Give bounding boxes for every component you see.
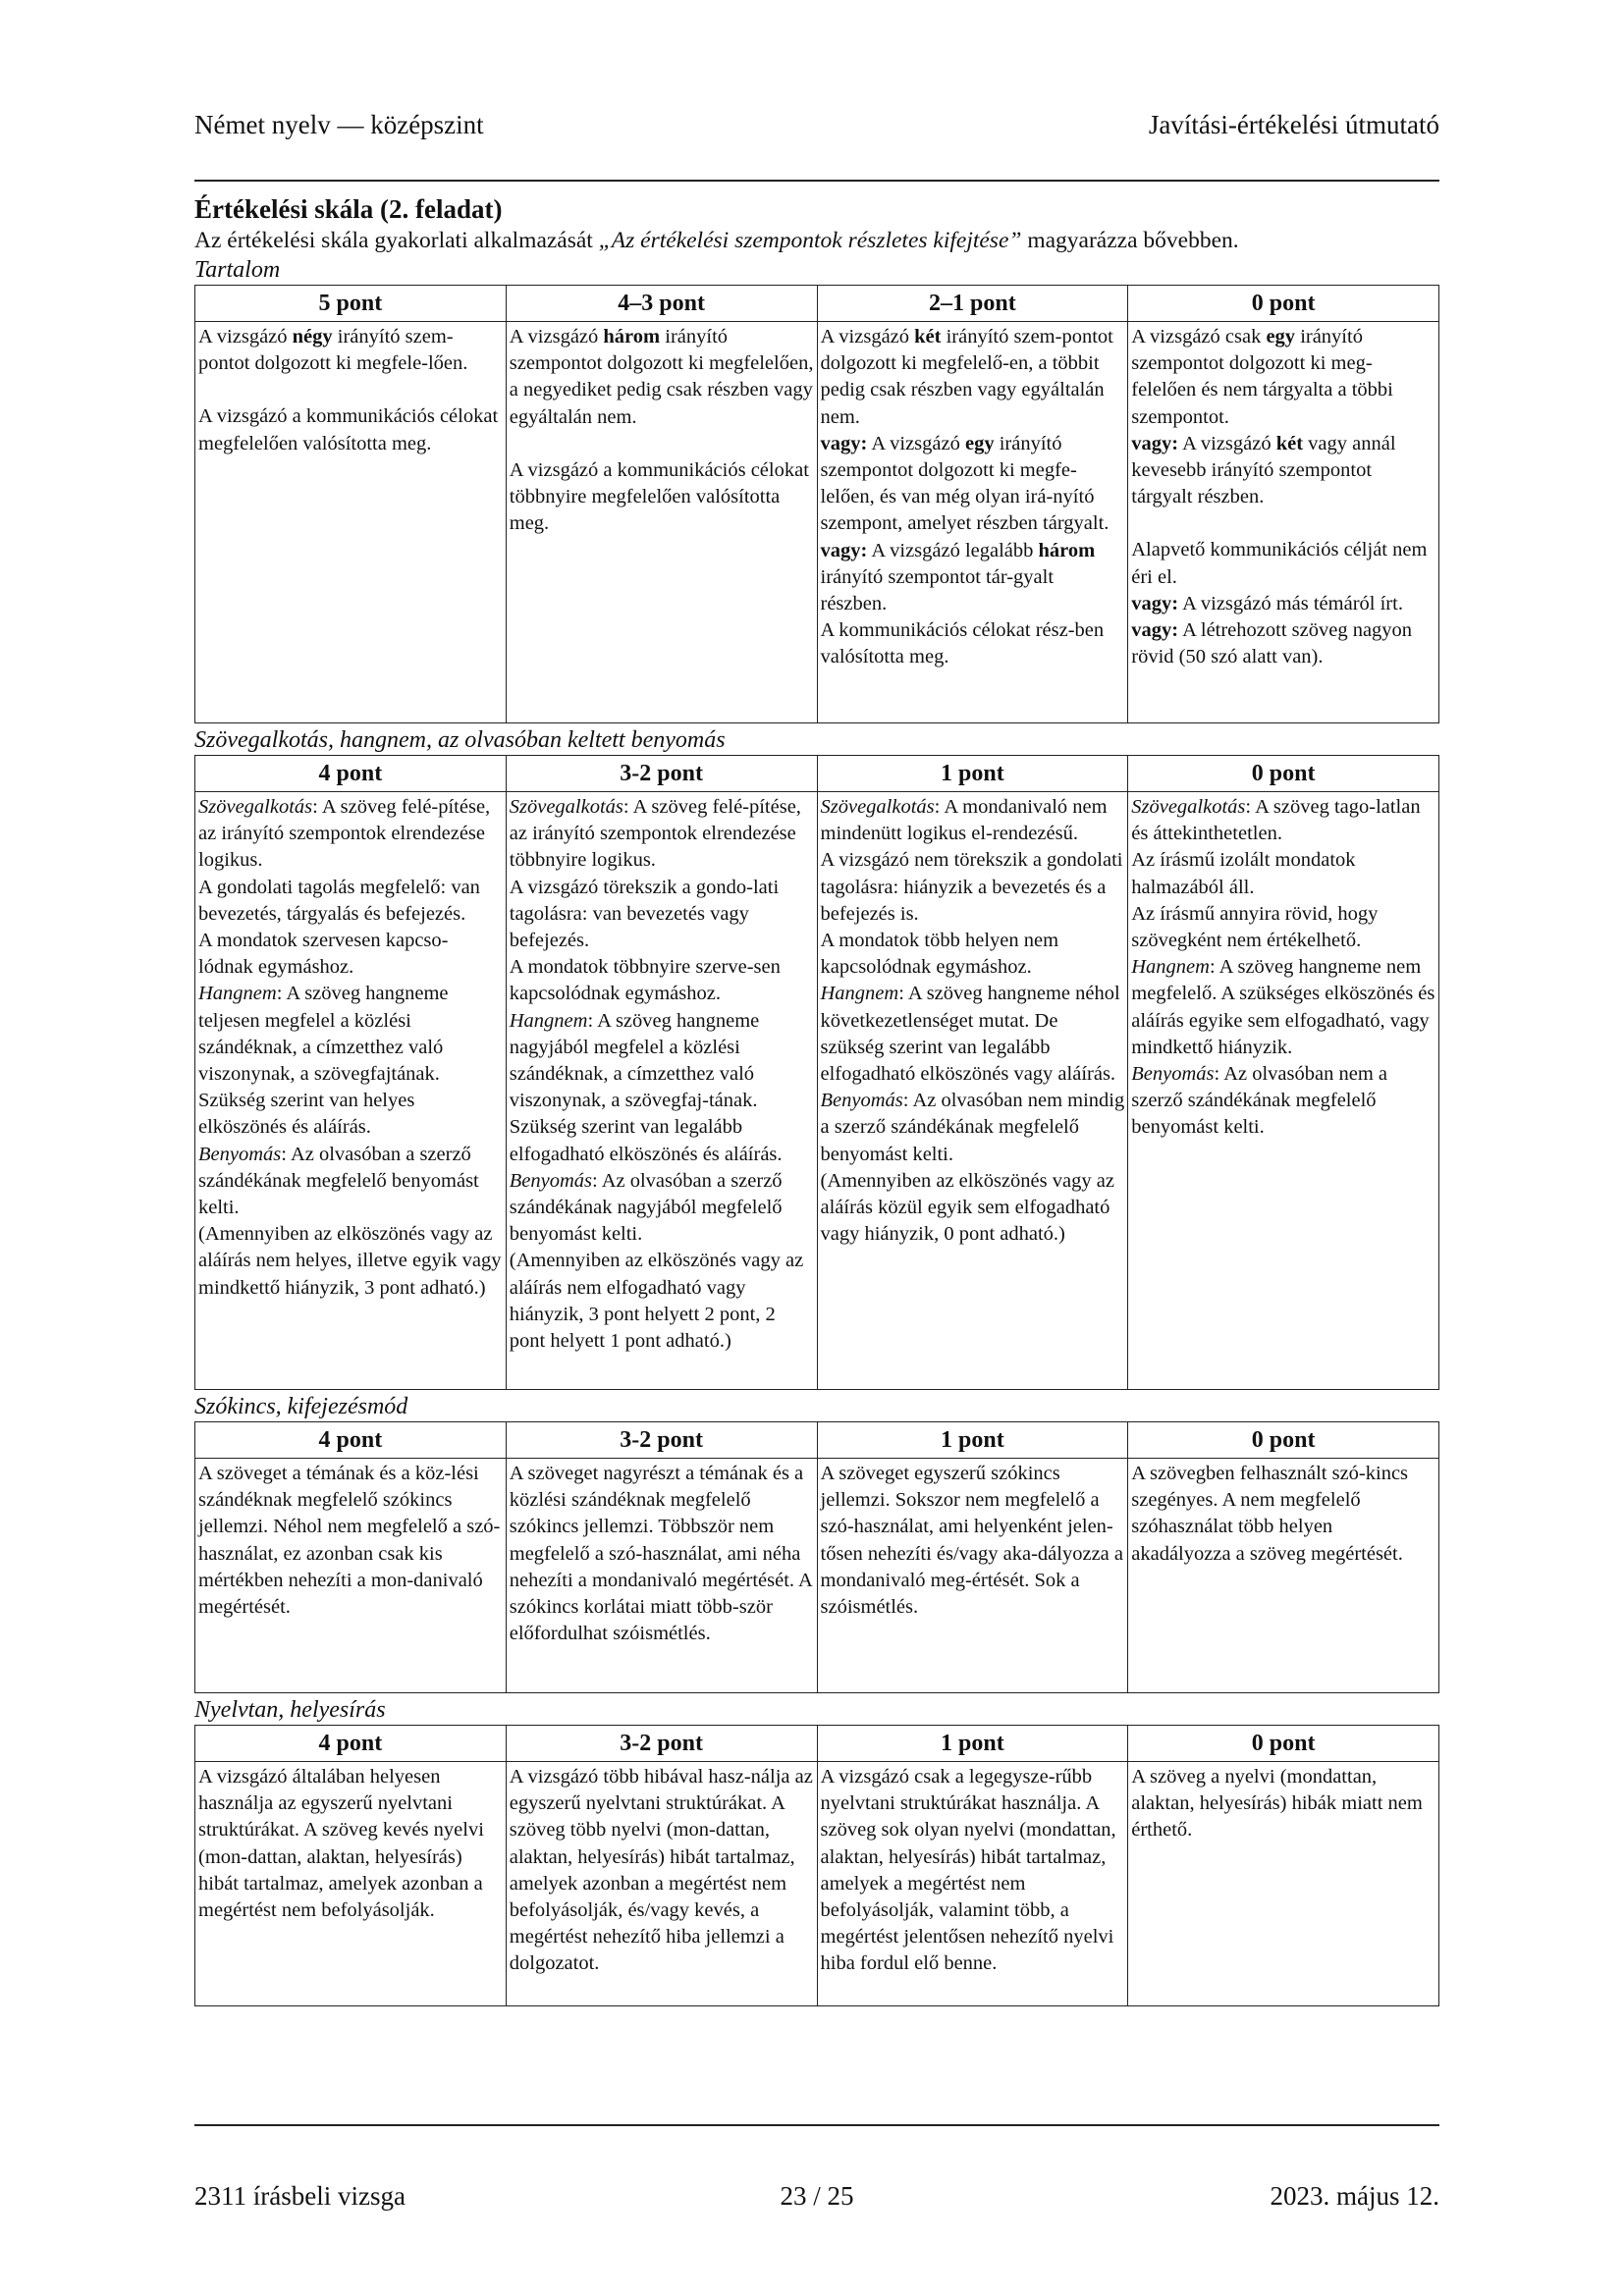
header-doc-type: Javítási-értékelési útmutató [1148,110,1439,139]
section-heading-szokincs: Szókincs, kifejezésmód [194,1394,408,1419]
page-number: 23 / 25 [780,2181,854,2211]
table-cell: Szövegalkotás: A szöveg felé-pítése, az irányító szempontok elrendezése logikus. A gondolati tagolás megfelelő: van bevezetés, tárgyalás és befejezés. A mondatok szervesen kapcso-lódnak egymáshoz. Hangnem: A szöveg hangneme teljesen megfelel a közlési szándéknak, a címzetthez való viszonynak, a szövegfajtának. Szükség szerint van helyes elköszönés és aláírás. Benyomás: Az olvasóban a szerző szándékának megfelelő benyomást kelti. (Amennyiben az elköszönés vagy az aláírás nem helyes, illetve egyik vagy mindkettő hiányzik, 3 pont adható.) [195,792,507,1390]
table-cell: A szöveget nagyrészt a témának és a közlési szándéknak megfelelő szókincs jellemzi. Többször nem megfelelő a szó-használat, ami néha nehezíti a mondanivaló megértését. A szókincs korlátai miatt több-ször előfordulhat szóismétlés. [506,1459,817,1693]
page-title: Értékelési skála (2. feladat) [194,194,503,224]
column-header: 1 pont [817,1726,1128,1762]
section-heading-nyelvtan: Nyelvtan, helyesírás [194,1697,386,1723]
column-header: 0 pont [1128,1726,1439,1762]
table-cell: A szöveg a nyelvi (mondattan, alaktan, helyesírás) hibák miatt nem érthető. [1128,1762,1439,2006]
column-header: 4–3 pont [506,286,817,322]
table-header-row [195,1726,1439,1762]
intro-text [194,226,1439,255]
table-cell: A szöveget egyszerű szókincs jellemzi. Sokszor nem megfelelő a szó-használat, ami helyenként jelen-tősen nehezíti és/vagy aka-dályozza a mondanivaló meg-értését. Sok a szóismétlés. [817,1459,1128,1693]
column-header: 0 pont [1128,756,1439,792]
column-header: 4 pont [195,1422,507,1459]
table-row [195,792,1439,1390]
table-tartalom [194,285,1439,723]
table-header-row [195,756,1439,792]
column-header: 0 pont [1128,286,1439,322]
column-header: 3-2 pont [506,756,817,792]
column-header: 2–1 pont [817,286,1128,322]
table-row [195,322,1439,723]
page-content [194,192,1439,2006]
footer-divider [194,2124,1439,2126]
table-cell: A vizsgázó csak a legegysze-rűbb nyelvtani struktúrákat használja. A szöveg sok olyan nyelvi (mondattan, alaktan, helyesírás) hibát tartalmaz, amelyek a megértést nem befolyásolják, valamint több, a megértést jelentősen nehezítő nyelvi hiba fordul elő benne. [817,1762,1128,2006]
column-header: 5 pont [195,286,507,322]
table-header-row [195,286,1439,322]
table-nyelvtan [194,1725,1439,2006]
header-subject: Német nyelv — középszint [194,110,484,139]
table-row [195,1762,1439,2006]
page-header [194,110,1439,149]
table-row [195,1459,1439,1693]
table-cell: A vizsgázó általában helyesen használja az egyszerű nyelvtani struktúrákat. A szöveg kevés nyelvi (mon-dattan, alaktan, helyesírás) hibát tartalmaz, amelyek azonban a megértést nem befolyásolják. [195,1762,507,2006]
column-header: 3-2 pont [506,1422,817,1459]
table-cell: A vizsgázó csak egy irányító szempontot dolgozott ki meg-felelően és nem tárgyalta a többi szempontot. vagy: A vizsgázó két vagy annál kevesebb irányító szempontot tárgyalt részben. Alapvető kommunikációs célját nem éri el. vagy: A vizsgázó más témáról írt. vagy: A létrehozott szöveg nagyon rövid (50 szó alatt van). [1128,322,1439,723]
table-cell: A vizsgázó négy irányító szem-pontot dolgozott ki megfele-lően. A vizsgázó a kommunikációs célokat megfelelően valósította meg. [195,322,507,723]
column-header: 1 pont [817,756,1128,792]
column-header: 0 pont [1128,1422,1439,1459]
intro-quote: „Az értékelési szempontok részletes kifejtése” [598,228,1022,253]
footer-date: 2023. május 12. [1270,2181,1439,2211]
section-heading-szovegalkotas: Szövegalkotás, hangnem, az olvasóban keltett benyomás [194,727,726,753]
column-header: 3-2 pont [506,1726,817,1762]
column-header: 1 pont [817,1422,1128,1459]
table-cell: A szöveget a témának és a köz-lési szándéknak megfelelő szókincs jellemzi. Néhol nem megfelelő a szó-használat, ez azonban csak kis mértékben nehezíti a mon-danivaló megértését. [195,1459,507,1693]
footer-exam-code: 2311 írásbeli vizsga [194,2181,406,2211]
table-header-row [195,1422,1439,1459]
table-szovegalkotas [194,755,1439,1390]
table-cell: A vizsgázó három irányító szempontot dolgozott ki megfelelően, a negyediket pedig csak részben vagy egyáltalán nem. A vizsgázó a kommunikációs célokat többnyire megfelelően valósította meg. [506,322,817,723]
table-cell: Szövegalkotás: A szöveg felé-pítése, az irányító szempontok elrendezése többnyire logikus. A vizsgázó törekszik a gondo-lati tagolásra: van bevezetés vagy befejezés. A mondatok többnyire szerve-sen kapcsolódnak egymáshoz. Hangnem: A szöveg hangneme nagyjából megfelel a közlési szándéknak, a címzetthez való viszonynak, a szövegfaj-tának. Szükség szerint van legalább elfogadható elköszönés és aláírás. Benyomás: Az olvasóban a szerző szándékának nagyjából megfelelő benyomást kelti. (Amennyiben az elköszönés vagy az aláírás nem elfogadható vagy hiányzik, 3 pont helyett 2 pont, 2 pont helyett 1 pont adható.) [506,792,817,1390]
table-cell: A szövegben felhasznált szó-kincs szegényes. A nem megfelelő szóhasználat több helyen akadályozza a szöveg megértését. [1128,1459,1439,1693]
intro-before: Az értékelési skála gyakorlati alkalmazását [194,228,599,253]
header-divider [194,180,1439,182]
table-cell: Szövegalkotás: A mondanivaló nem mindenütt logikus el-rendezésű. A vizsgázó nem törekszik a gondolati tagolásra: hiányzik a bevezetés és a befejezés is. A mondatok több helyen nem kapcsolódnak egymáshoz. Hangnem: A szöveg hangneme néhol következetlenséget mutat. De szükség szerint van legalább elfogadható elköszönés vagy aláírás. Benyomás: Az olvasóban nem mindig a szerző szándékának megfelelő benyomást kelti. (Amennyiben az elköszönés vagy az aláírás közül egyik sem elfogadható vagy hiányzik, 0 pont adható.) [817,792,1128,1390]
section-heading-tartalom: Tartalom [194,257,281,283]
column-header: 4 pont [195,1726,507,1762]
table-cell: A vizsgázó több hibával hasz-nálja az egyszerű nyelvtani struktúrákat. A szöveg több nyelvi (mon-dattan, alaktan, helyesírás) hibát tartalmaz, amelyek azonban a megértést nem befolyásolják, és/vagy kevés, a megértést nehezítő hiba jellemzi a dolgozatot. [506,1762,817,2006]
page-footer [194,2181,1439,2220]
table-cell: Szövegalkotás: A szöveg tago-latlan és áttekinthetetlen. Az írásmű izolált mondatok halmazából áll. Az írásmű annyira rövid, hogy szövegként nem értékelhető. Hangnem: A szöveg hangneme nem megfelelő. A szükséges elköszönés és aláírás egyike sem elfogadható, vagy mindkettő hiányzik. Benyomás: Az olvasóban nem a szerző szándékának megfelelő benyomást kelti. [1128,792,1439,1390]
intro-after: magyarázza bővebben. [1021,228,1239,253]
table-szokincs [194,1421,1439,1693]
column-header: 4 pont [195,756,507,792]
table-cell: A vizsgázó két irányító szem-pontot dolgozott ki megfelelő-en, a többit pedig csak részben vagy egyáltalán nem. vagy: A vizsgázó egy irányító szempontot dolgozott ki megfe-lelően, és van még olyan irá-nyító szempont, amelyet részben tárgyalt. vagy: A vizsgázó legalább három irányító szempontot tár-gyalt részben. A kommunikációs célokat rész-ben valósította meg. [817,322,1128,723]
